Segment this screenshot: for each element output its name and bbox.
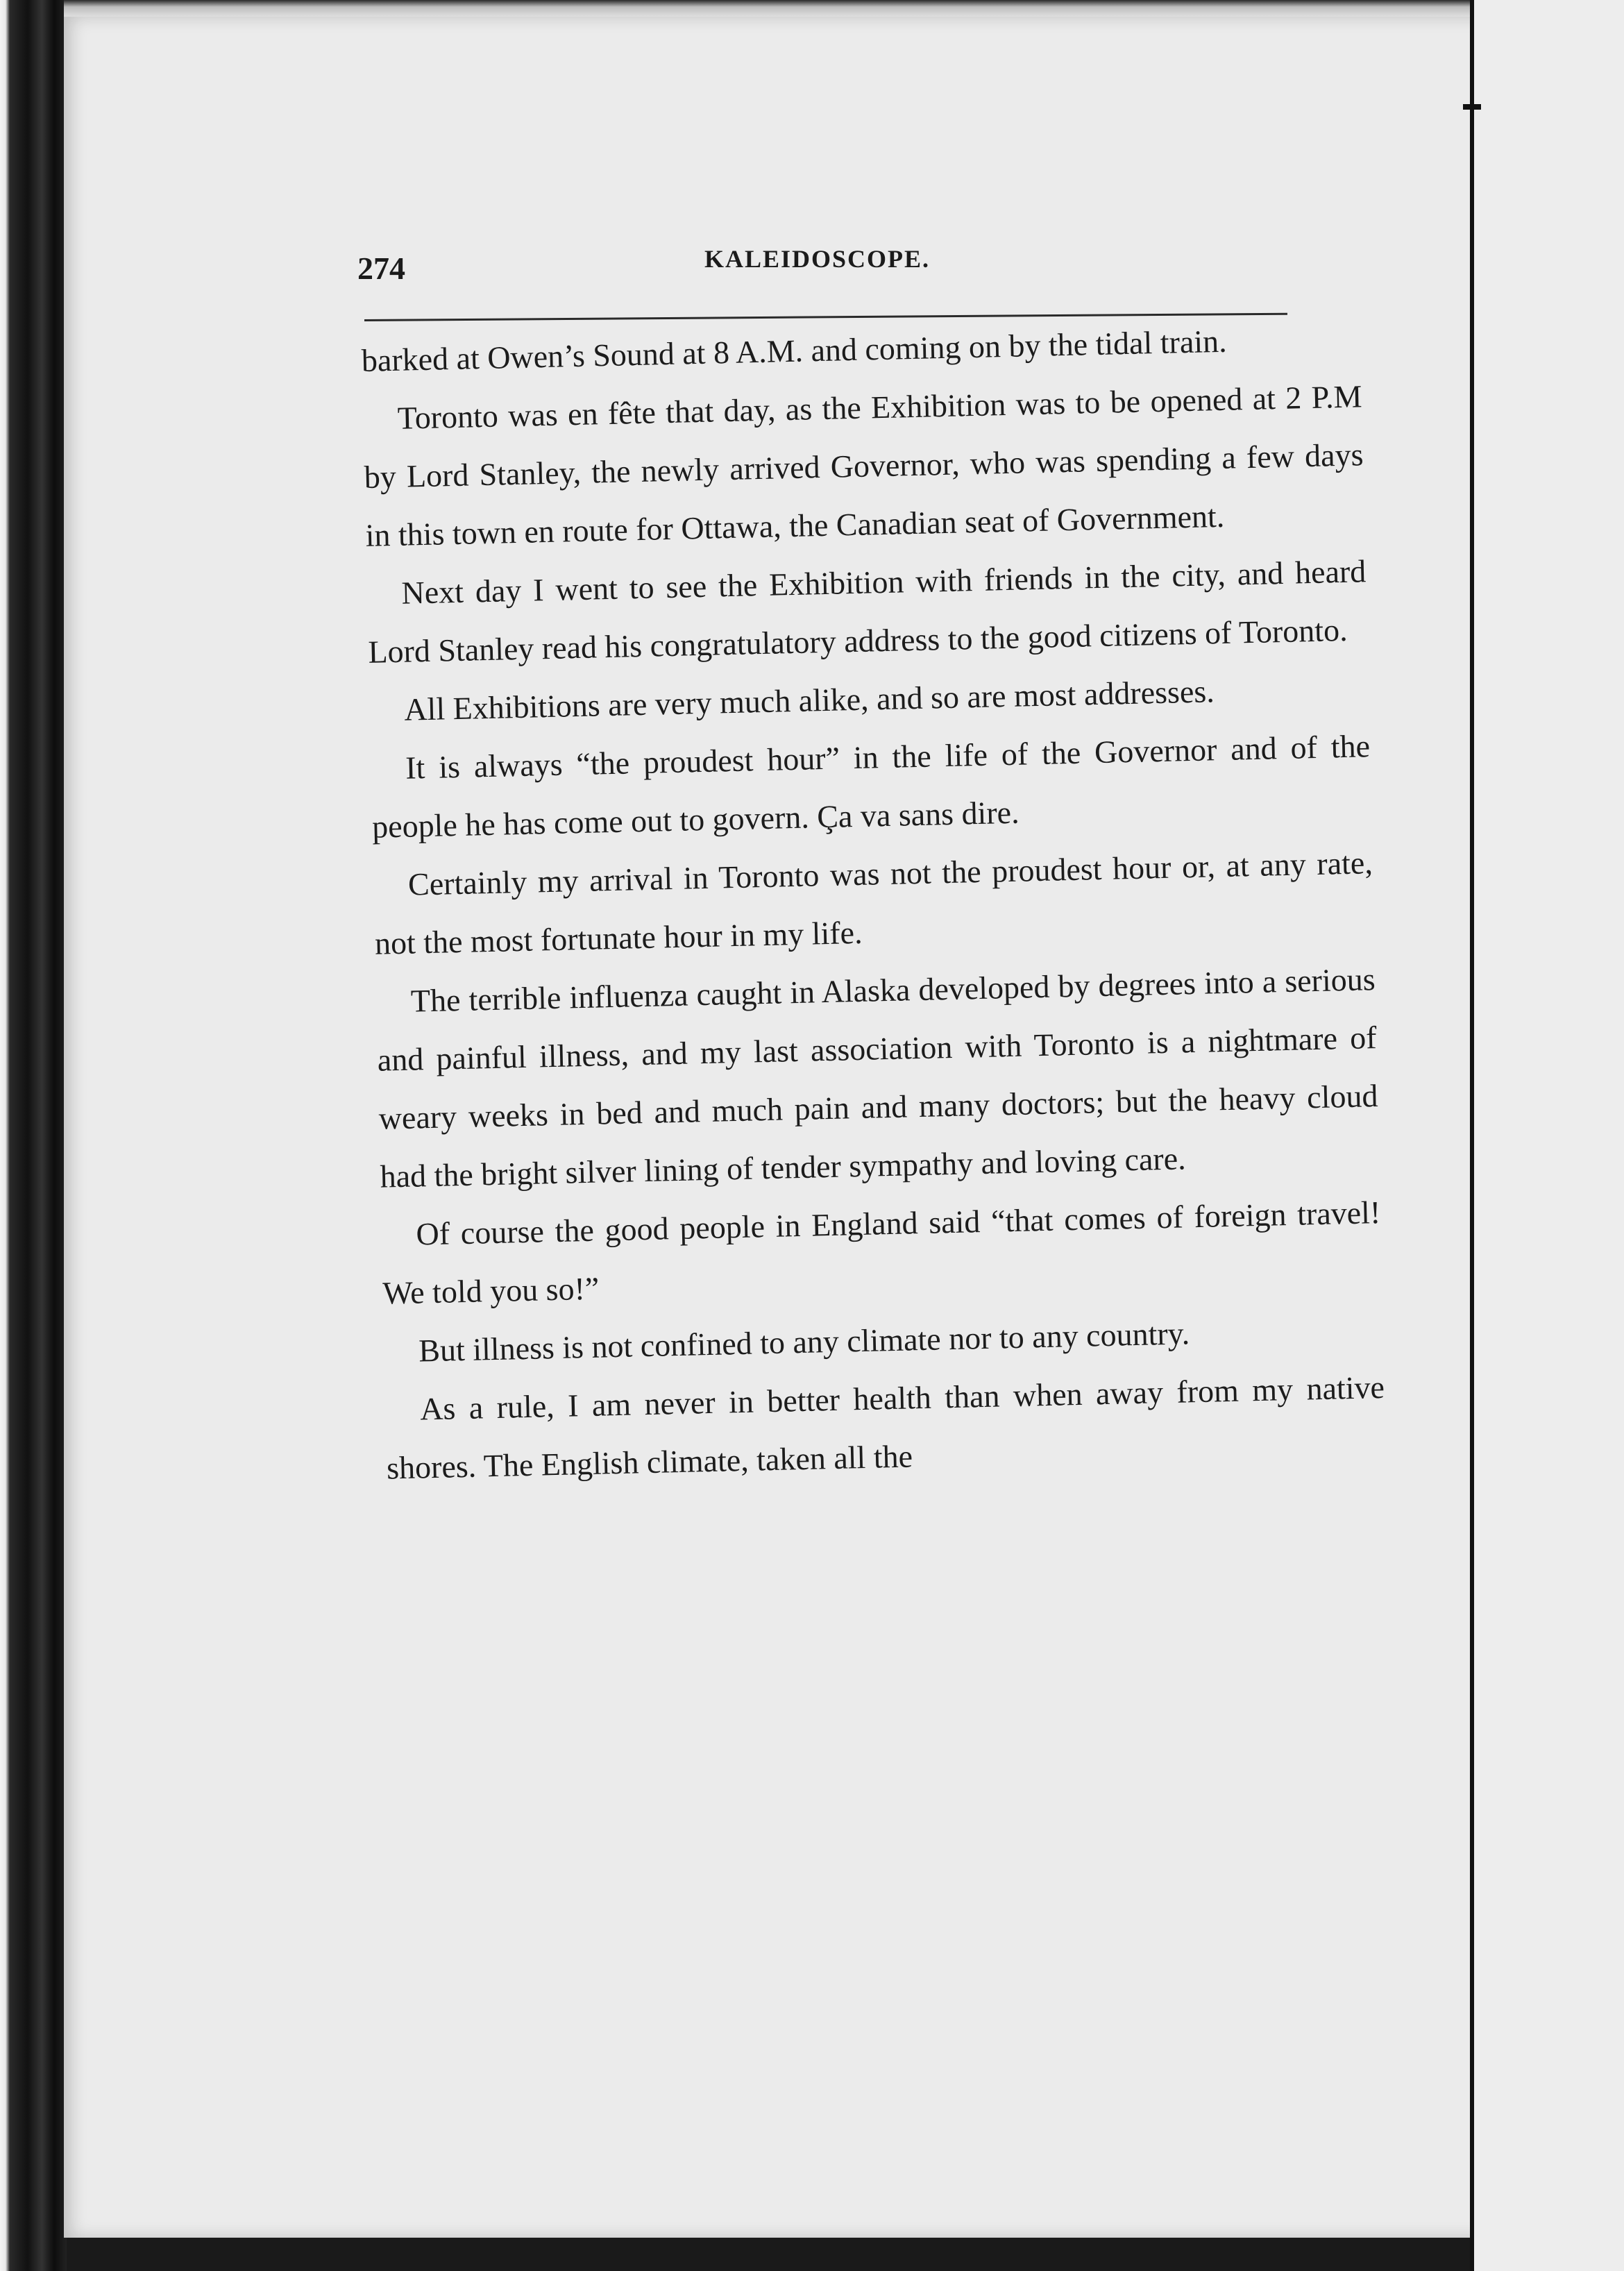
paragraph: As a rule, I am never in better health than when away from my native shores. The English climate, taken all the — [386, 1369, 1385, 1486]
right-edge-mark — [1463, 104, 1481, 110]
paragraph: It is always “the proudest hour” in the life of the Governor and of the people he has come out to govern. Ça va sans dire. — [371, 728, 1371, 845]
paragraph: Next day I went to see the Exhibition with friends in the city, and heard Lord Stanley read his congratulatory address to the good citizens of Toronto. — [367, 553, 1367, 670]
paragraph: Of course the good people in England said “that comes of foreign travel! We told you so!” — [382, 1194, 1381, 1311]
page-top-edge — [64, 0, 1577, 18]
page-header — [357, 244, 1287, 293]
running-head: KALEIDOSCOPE. — [704, 245, 931, 273]
paragraph: barked at Owen’s Sound at 8 A.M. and coming on by the tidal train. — [361, 323, 1228, 378]
book-spine — [0, 0, 67, 2271]
body-text — [361, 309, 1387, 1497]
paragraph: But illness is not confined to any climate nor to any country. — [418, 1315, 1190, 1369]
paragraph: Certainly my arrival in Toronto was not the proudest hour or, at any rate, not the most fortunate hour in my life. — [374, 845, 1373, 961]
page-number: 274 — [357, 251, 405, 286]
paragraph: All Exhibitions are very much alike, and so are most addresses. — [403, 673, 1215, 727]
right-page-edge — [1470, 0, 1474, 2271]
right-page-margin — [1471, 0, 1624, 2271]
paragraph: The terrible influenza caught in Alaska developed by degrees into a serious and painful illness, and my last association with Toronto is a nightmare of weary weeks in bed and much pain and many doctors; but the heavy cloud had the bright silver lining of tender sympathy and loving care. — [377, 961, 1378, 1194]
paragraph: Toronto was en fête that day, as the Exhibition was to be opened at 2 P.M by Lord Stanley, the newly arrived Governor, who was spending a few days in this town en route for Ottawa, the Canadian seat of Government. — [364, 378, 1364, 553]
